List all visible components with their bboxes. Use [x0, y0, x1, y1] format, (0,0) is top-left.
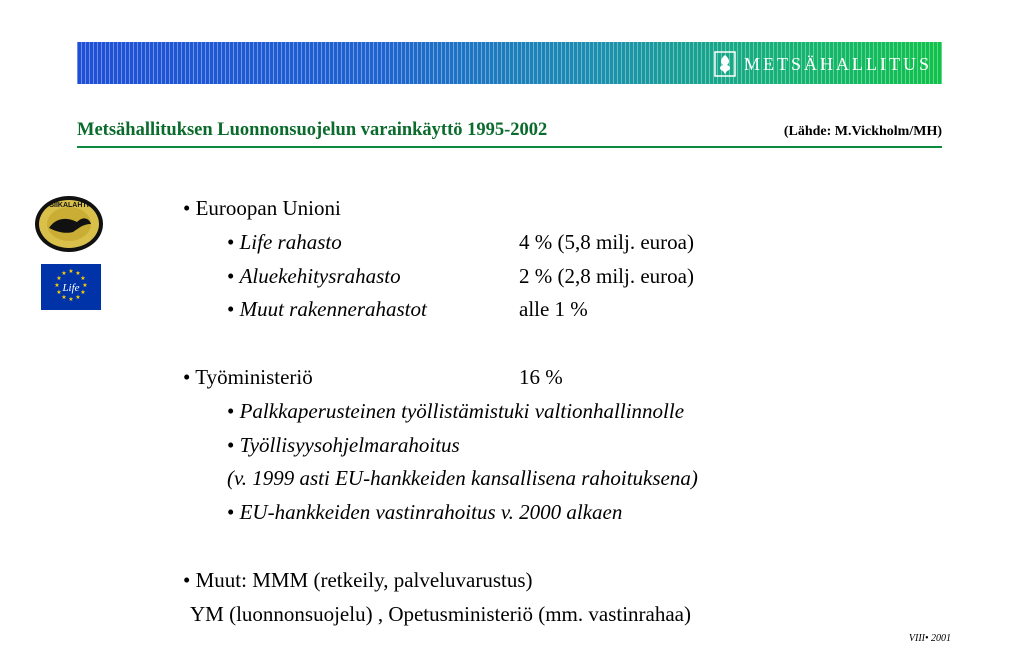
list-item-muut: • Muut: MMM (retkeily, palveluvarustus): [183, 567, 533, 592]
eu-item-value: 2 % (2,8 milj. euroa): [519, 263, 694, 288]
muut-line-1: Muut: MMM (retkeily, palveluvarustus): [195, 567, 533, 592]
eu-item-label: Life rahasto: [239, 229, 342, 254]
eu-item-value: 4 % (5,8 milj. euroa): [519, 229, 694, 254]
svg-text:★: ★: [61, 270, 67, 277]
title-row: [77, 120, 942, 148]
source-note: (Lähde: M.Vickholm/MH): [783, 124, 942, 139]
svg-text:★: ★: [56, 289, 62, 296]
eu-item-label: Muut rakennerahastot: [239, 297, 427, 322]
eu-heading: Euroopan Unioni: [195, 196, 341, 220]
siikalahti-badge-logo: [33, 194, 105, 254]
page-title: Metsähallituksen Luonnonsuojelun varainkäyttö 1995-2002: [77, 120, 548, 140]
svg-text:★: ★: [75, 294, 81, 301]
list-item: [183, 462, 903, 496]
list-item: • Life rahasto 4 % (5,8 milj. euroa): [183, 226, 903, 260]
svg-text:★: ★: [68, 268, 74, 275]
svg-text:★: ★: [54, 282, 60, 289]
svg-text:Life: Life: [62, 282, 80, 294]
eu-item-label: Aluekehitysrahasto: [239, 263, 401, 288]
list-item: • Työllisyysohjelmarahoitus: [227, 432, 460, 457]
muut-line-2: YM (luonnonsuojelu) , Opetusministeriö (mm. vastinrahaa): [190, 601, 691, 626]
title-underline: [77, 146, 942, 148]
svg-text:★: ★: [68, 296, 74, 303]
list-item-eu: • Euroopan Unioni: [183, 196, 341, 220]
eu-stars-icon: [41, 264, 101, 310]
list-item-muut-cont: [183, 598, 903, 632]
list-item: • EU-hankkeiden vastinrahoitus v. 2000 alkaen: [227, 500, 623, 525]
svg-text:★: ★: [61, 294, 67, 301]
eu-item-value: alle 1 %: [519, 297, 588, 322]
tyoministerio-item: Työllisyysohjelmarahoitus: [239, 432, 460, 457]
svg-text:★: ★: [75, 270, 81, 277]
logo-text: METSÄHALLITUS: [744, 53, 932, 74]
svg-text:★: ★: [80, 275, 86, 282]
footer-date: VIII• 2001: [908, 633, 951, 644]
list-item: • Muut rakennerahastot alle 1 %: [183, 293, 903, 327]
tyoministerio-heading: Työministeriö: [195, 364, 313, 389]
tyoministerio-item: Palkkaperusteinen työllistämistuki valtionhallinnolle: [239, 398, 685, 423]
svg-text:★: ★: [56, 275, 62, 282]
header-banner: [77, 42, 942, 84]
list-item: • Palkkaperusteinen työllistämistuki valtionhallinnolle: [227, 398, 685, 423]
funding-list: [183, 192, 903, 631]
tyoministerio-item: EU-hankkeiden vastinrahoitus v. 2000 alkaen: [239, 500, 623, 525]
eu-life-logo: [41, 264, 101, 310]
tyoministerio-item-note: (v. 1999 asti EU-hankkeiden kansallisena rahoituksena): [227, 466, 698, 491]
list-item: • Aluekehitysrahasto 2 % (2,8 milj. euroa): [183, 260, 903, 294]
svg-text:SIIKALAHTI: SIIKALAHTI: [49, 202, 89, 209]
metsahallitus-logo: [714, 50, 932, 78]
forest-tree-icon: [714, 51, 736, 77]
svg-text:★: ★: [80, 289, 86, 296]
svg-text:★: ★: [82, 282, 88, 289]
tyoministerio-value: 16 %: [519, 364, 563, 389]
list-item-tyoministerio: • Työministeriö 16 %: [183, 361, 903, 395]
